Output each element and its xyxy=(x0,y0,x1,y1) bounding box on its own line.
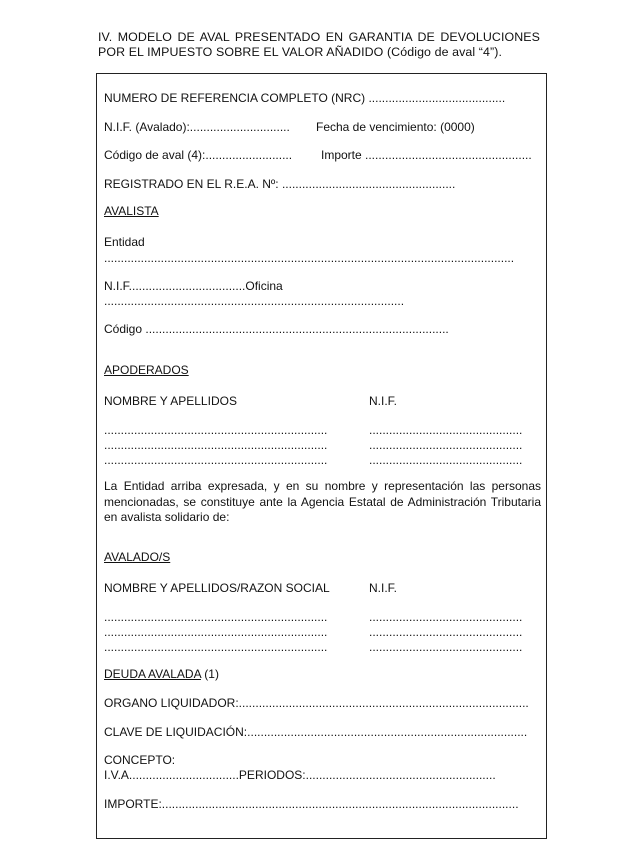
declaration-paragraph: La Entidad arriba expresada, y en su nombre y representación las personas mencionadas, se constituye ante la Agencia Estatal de Administración Tributaria en avalista solidario de: xyxy=(104,479,541,524)
avalados-col-nombre: NOMBRE Y APELLIDOS/RAZON SOCIAL xyxy=(104,581,330,595)
clave-liquidacion-field[interactable]: CLAVE DE LIQUIDACIÓN:.................................................................................... xyxy=(104,725,528,739)
avalados-heading: AVALADO/S xyxy=(104,550,171,564)
codigo-aval-field[interactable]: Código de aval (4):.......................... xyxy=(104,148,293,162)
avalados-col-nif: N.I.F. xyxy=(369,581,398,595)
importe-top-field[interactable]: Importe .................................................. xyxy=(321,148,532,162)
fecha-vencimiento-field[interactable]: Fecha de vencimiento: (0000) xyxy=(316,120,475,134)
title-line-1: IV. MODELO DE AVAL PRESENTADO EN GARANTIA DE DEVOLUCIONES xyxy=(98,30,540,44)
deuda-avalada-heading xyxy=(104,667,219,681)
apoderado-nif-line[interactable]: .............................................. xyxy=(369,438,523,452)
entidad-field[interactable]: ........................................................................................................................... xyxy=(104,251,515,265)
nif-avalado-field[interactable]: N.I.F. (Avalado):.............................. xyxy=(104,120,290,134)
nrc-field[interactable]: NUMERO DE REFERENCIA COMPLETO (NRC) ......................................... xyxy=(104,91,506,105)
avalado-nif-line[interactable]: .............................................. xyxy=(369,625,523,639)
apoderados-col-nombre: NOMBRE Y APELLIDOS xyxy=(104,394,237,408)
avalista-heading: AVALISTA xyxy=(104,204,159,218)
codigo-field[interactable]: Código ........................................................................................... xyxy=(104,322,449,336)
avalado-name-line[interactable]: ................................................................... xyxy=(104,640,328,654)
avalado-name-line[interactable]: ................................................................... xyxy=(104,610,328,624)
apoderado-nif-line[interactable]: .............................................. xyxy=(369,423,523,437)
deuda-avalada-note: (1) xyxy=(200,667,219,681)
aval-form xyxy=(96,73,547,839)
document-title xyxy=(98,30,540,60)
apoderado-name-line[interactable]: ................................................................... xyxy=(104,438,328,452)
oficina-field[interactable]: .......................................................................................... xyxy=(104,294,405,308)
importe-field[interactable]: IMPORTE:........................................................................................................... xyxy=(104,797,519,811)
apoderado-nif-line[interactable]: .............................................. xyxy=(369,453,523,467)
organo-liquidador-field[interactable]: ORGANO LIQUIDADOR:....................................................................................... xyxy=(104,696,529,710)
registrado-rea-field[interactable]: REGISTRADO EN EL R.E.A. Nº: .................................................... xyxy=(104,177,456,191)
concepto-label: CONCEPTO: xyxy=(104,753,176,767)
deuda-avalada-title: DEUDA AVALADA xyxy=(104,667,201,681)
apoderado-name-line[interactable]: ................................................................... xyxy=(104,453,328,467)
apoderados-col-nif: N.I.F. xyxy=(369,394,398,408)
avalado-nif-line[interactable]: .............................................. xyxy=(369,640,523,654)
avalado-nif-line[interactable]: .............................................. xyxy=(369,610,523,624)
nif-oficina-field[interactable]: N.I.F...................................Oficina xyxy=(104,279,283,293)
entidad-label: Entidad xyxy=(104,235,145,249)
iva-periodos-field[interactable]: I.V.A.................................PERIODOS:......................................................... xyxy=(104,768,496,782)
avalado-name-line[interactable]: ................................................................... xyxy=(104,625,328,639)
title-line-2: POR EL IMPUESTO SOBRE EL VALOR AÑADIDO (Código de aval “4”). xyxy=(98,45,503,59)
apoderados-heading: APODERADOS xyxy=(104,363,189,377)
apoderado-name-line[interactable]: ................................................................... xyxy=(104,423,328,437)
